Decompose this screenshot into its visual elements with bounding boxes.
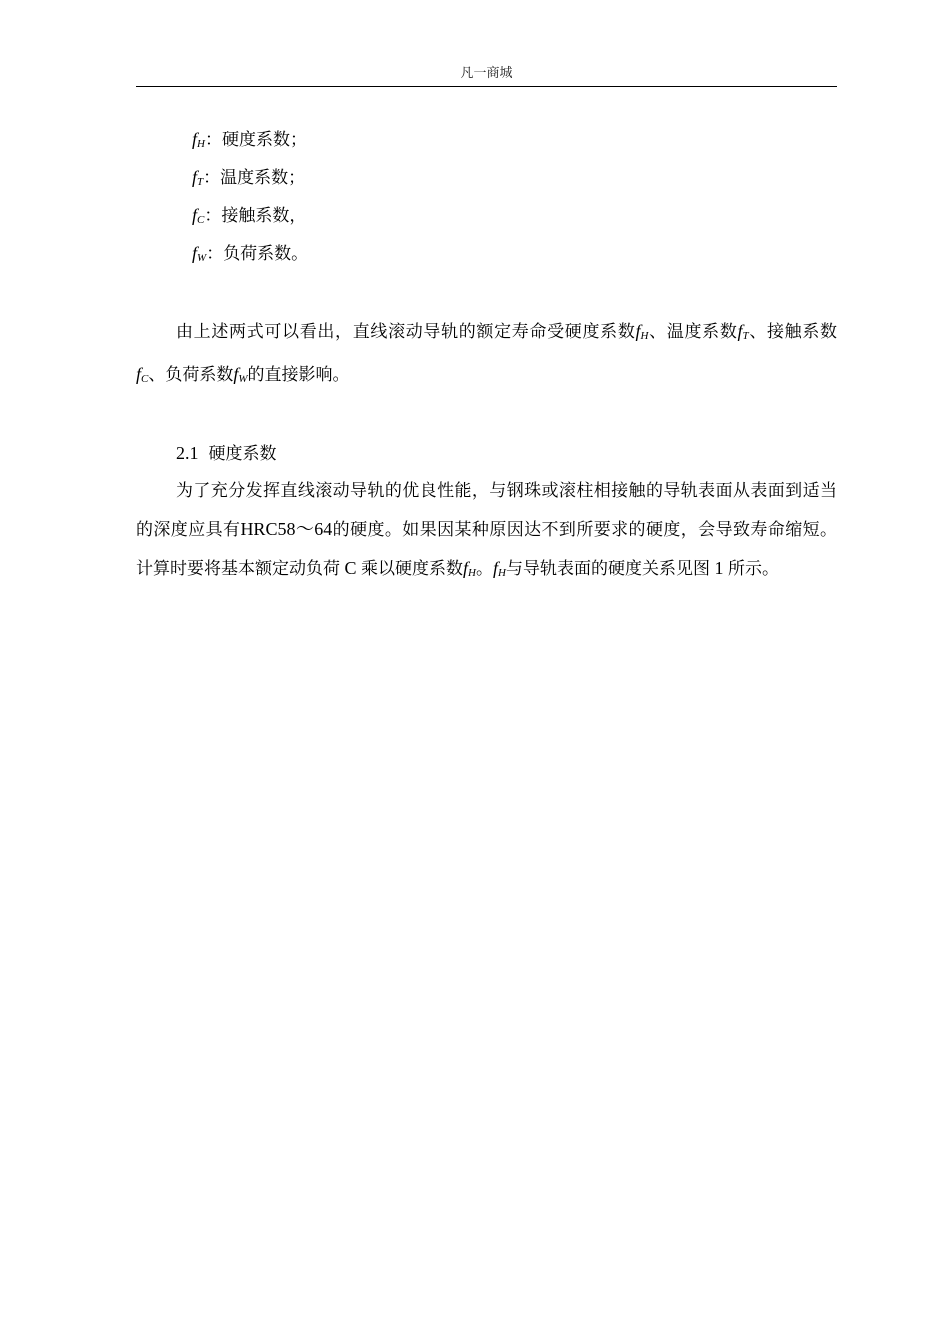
section-heading [136, 434, 837, 472]
document-body [136, 120, 837, 592]
paragraph-hardness: 为了充分发挥直线滚动导轨的优良性能，与钢珠或滚柱相接触的导轨表面从表面到适当的深度应具有HRC58～64的硬度。如果因某种原因达不到所要求的硬度，会导致寿命缩短。计算时要将基本额定动负荷 C 乘以硬度系数fH。fH与导轨表面的硬度关系见图 1 所示。 [136, 481, 838, 579]
spacer [136, 398, 837, 434]
definition-fh: fH：硬度系数； [192, 129, 307, 150]
definition-fw: fW：负荷系数。 [192, 243, 309, 264]
definition-ft: fT：温度系数； [192, 167, 306, 188]
page-header: 凡一商城 [460, 66, 513, 81]
definition-fc: fC：接触系数， [192, 205, 307, 226]
paragraph-factors-summary: 由上述两式可以看出，直线滚动导轨的额定寿命受硬度系数fH、温度系数fT、接触系数fC、负荷系数fW的直接影响。 [136, 321, 838, 385]
section-title: 硬度系数 [208, 444, 277, 464]
header-rule [136, 86, 837, 87]
symbol-definition-list [136, 120, 837, 272]
section-number: 2.1 [176, 443, 199, 463]
spacer [136, 272, 837, 312]
